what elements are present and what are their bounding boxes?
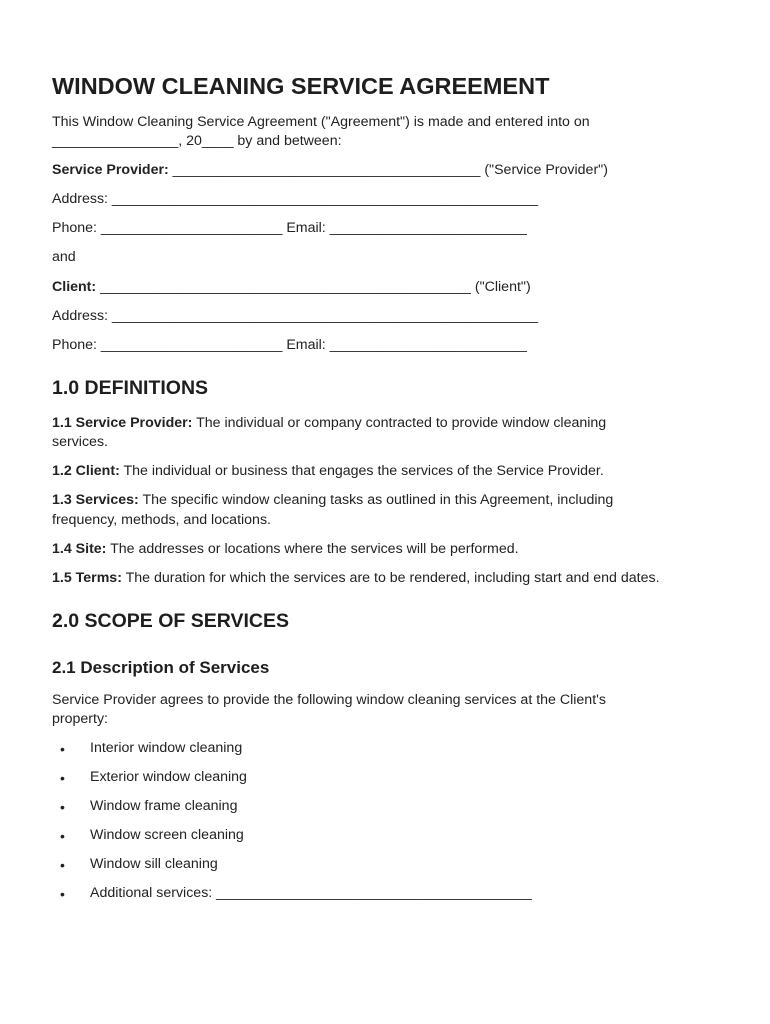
definition-1-3-cont: frequency, methods, and locations. (52, 512, 271, 528)
description-subheading: 2.1 Description of Services (52, 658, 270, 677)
intro-line-2: ________________, 20____ by and between: (52, 133, 342, 149)
and-text: and (52, 249, 76, 265)
service-provider-label: Service Provider: (52, 162, 169, 178)
definition-term: 1.5 Terms: (52, 570, 122, 586)
service-list-item: Window frame cleaning (90, 798, 238, 814)
definition-term: 1.4 Site: (52, 541, 107, 557)
bullet-icon: • (60, 886, 65, 902)
definition-1-5 (52, 568, 660, 588)
definition-text: The duration for which the services are to be rendered, including start and end dates. (121, 570, 660, 586)
bullet-icon: • (60, 828, 65, 844)
client-line (52, 277, 531, 297)
service-list-item: Window screen cleaning (90, 827, 244, 843)
definition-1-3 (52, 490, 613, 510)
definition-1-1-cont: services. (52, 434, 108, 450)
client-label: Client: (52, 279, 97, 295)
provider-address-line: Address: ______________________________________________________ (52, 191, 539, 207)
scope-heading: 2.0 SCOPE OF SERVICES (52, 610, 289, 632)
scope-intro-line-1: Service Provider agrees to provide the following window cleaning services at the Client's (52, 692, 606, 708)
bullet-icon: • (60, 799, 65, 815)
document-title: WINDOW CLEANING SERVICE AGREEMENT (52, 73, 550, 99)
service-provider-line (52, 160, 608, 180)
client-field: _______________________________________________ ("Client") (96, 279, 531, 295)
intro-line-1: This Window Cleaning Service Agreement ("Agreement") is made and entered into on (52, 114, 590, 130)
definition-1-1 (52, 413, 606, 433)
bullet-icon: • (60, 770, 65, 786)
definition-term: 1.1 Service Provider: (52, 415, 193, 431)
definition-1-4 (52, 539, 519, 559)
definition-1-2 (52, 461, 604, 481)
definition-text: The individual or company contracted to provide window cleaning (192, 415, 607, 431)
definition-text: The addresses or locations where the services will be performed. (106, 541, 519, 557)
bullet-icon: • (60, 857, 65, 873)
definition-term: 1.2 Client: (52, 463, 120, 479)
definition-term: 1.3 Services: (52, 492, 139, 508)
service-list-item: Interior window cleaning (90, 740, 243, 756)
definitions-heading: 1.0 DEFINITIONS (52, 377, 209, 399)
client-address-line: Address: ______________________________________________________ (52, 308, 539, 324)
service-provider-field: _______________________________________ ("Service Provider") (168, 162, 608, 178)
definition-text: The individual or business that engages the services of the Service Provider. (119, 463, 604, 479)
bullet-icon: • (60, 741, 65, 757)
scope-intro-line-2: property: (52, 711, 108, 727)
service-list-item: Exterior window cleaning (90, 769, 247, 785)
provider-phone-email-line: Phone: _______________________ Email: _________________________ (52, 220, 527, 236)
definition-text: The specific window cleaning tasks as outlined in this Agreement, including (138, 492, 614, 508)
client-phone-email-line: Phone: _______________________ Email: _________________________ (52, 337, 527, 353)
service-list-item: Window sill cleaning (90, 856, 218, 872)
service-list-item: Additional services: ________________________________________ (90, 885, 532, 901)
